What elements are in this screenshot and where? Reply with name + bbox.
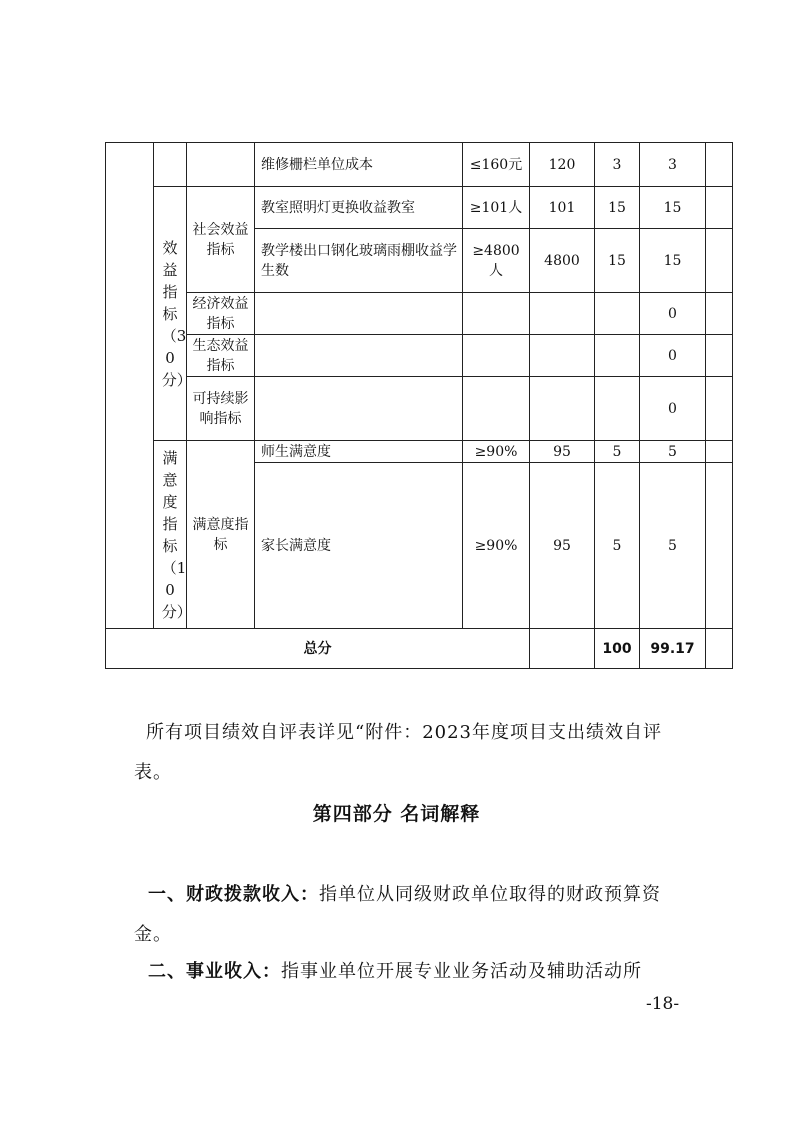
blank-cell: [706, 441, 733, 463]
definition-term: 一、财政拨款收入：: [148, 884, 319, 905]
target-cell: ≥90%: [463, 441, 530, 463]
actual-cell: 120: [530, 143, 595, 187]
page-number: -18-: [646, 994, 680, 1014]
score-cell: 0: [640, 293, 706, 335]
target-cell: ≥90%: [463, 463, 530, 629]
definition-item: [134, 952, 694, 992]
blank-cell: [706, 143, 733, 187]
score-cell: 0: [640, 377, 706, 441]
benefit-category-cell: [154, 187, 192, 441]
blank-cell: [530, 293, 595, 335]
weight-cell: 5: [595, 463, 640, 629]
blank-cell: [595, 377, 640, 441]
blank-cell: [706, 229, 733, 293]
definition-text: 指事业单位开展专业业务活动及辅助活动所: [281, 961, 642, 982]
economic-benefit-cell: 经济效益指标: [187, 293, 255, 335]
weight-cell: 15: [595, 187, 640, 229]
blank-cell: [106, 143, 154, 629]
ecology-benefit-cell: 生态效益指标: [187, 335, 255, 377]
target-cell: ≥4800人: [463, 229, 530, 293]
table-row: [106, 441, 733, 463]
indicator-cell: 教学楼出口钢化玻璃雨棚收益学生数: [255, 229, 463, 293]
actual-cell: 4800: [530, 229, 595, 293]
blank-cell: [255, 293, 463, 335]
blank-cell: [255, 377, 463, 441]
blank-cell: [706, 377, 733, 441]
blank-cell: [595, 293, 640, 335]
blank-cell: [706, 629, 733, 669]
actual-cell: 101: [530, 187, 595, 229]
score-cell: 15: [640, 229, 706, 293]
score-cell: 5: [640, 463, 706, 629]
score-cell: 3: [640, 143, 706, 187]
table-row: [106, 143, 733, 187]
indicator-cell: 师生满意度: [255, 441, 463, 463]
definition-item: [134, 875, 694, 955]
definition-text: 指单位从同级财政单位取得的财政预算资金。: [134, 884, 661, 945]
performance-table: [105, 142, 733, 669]
blank-cell: [706, 187, 733, 229]
blank-cell: [706, 463, 733, 629]
blank-cell: [187, 143, 255, 187]
blank-cell: [463, 335, 530, 377]
satisfaction-category-label: 满意度指标（10分）: [161, 448, 192, 621]
blank-cell: [255, 335, 463, 377]
table-row: [106, 377, 733, 441]
benefit-category-label: 效益指标（30分）: [161, 238, 192, 389]
satisfaction-category-cell: [154, 441, 192, 629]
blank-cell: [530, 377, 595, 441]
target-cell: ≤160元: [463, 143, 530, 187]
score-cell: 5: [640, 441, 706, 463]
table-row: [106, 187, 733, 229]
table-row: [106, 335, 733, 377]
total-weight: 100: [595, 629, 640, 669]
table-row: [106, 293, 733, 335]
blank-cell: [595, 335, 640, 377]
weight-cell: 15: [595, 229, 640, 293]
social-benefit-cell: [187, 187, 255, 293]
total-label: 总分: [106, 629, 530, 669]
actual-cell: 95: [530, 441, 595, 463]
section-title: 第四部分 名词解释: [312, 803, 481, 825]
indicator-cell: 教室照明灯更换收益教室: [255, 187, 463, 229]
definition-term: 二、事业收入：: [148, 961, 281, 982]
blank-cell: [530, 629, 595, 669]
total-score: 99.17: [640, 629, 706, 669]
score-cell: 15: [640, 187, 706, 229]
actual-cell: 95: [530, 463, 595, 629]
blank-cell: [706, 293, 733, 335]
satisfaction-sub-label: 满意度指标: [192, 516, 249, 553]
target-cell: ≥101人: [463, 187, 530, 229]
score-cell: 0: [640, 335, 706, 377]
weight-cell: 3: [595, 143, 640, 187]
weight-cell: 5: [595, 441, 640, 463]
total-row: [106, 629, 733, 669]
sustain-impact-cell: 可持续影响指标: [187, 377, 255, 441]
satisfaction-sub-cell: [187, 441, 255, 629]
blank-cell: [706, 335, 733, 377]
appendix-note: 所有项目绩效自评表详见“附件：2023年度项目支出绩效自评表。: [134, 722, 663, 783]
blank-cell: [154, 143, 187, 187]
blank-cell: [463, 293, 530, 335]
blank-cell: [530, 335, 595, 377]
indicator-cell: 维修栅栏单位成本: [255, 143, 463, 187]
indicator-cell: 家长满意度: [255, 463, 463, 629]
blank-cell: [463, 377, 530, 441]
social-benefit-label: 社会效益指标: [192, 221, 249, 258]
